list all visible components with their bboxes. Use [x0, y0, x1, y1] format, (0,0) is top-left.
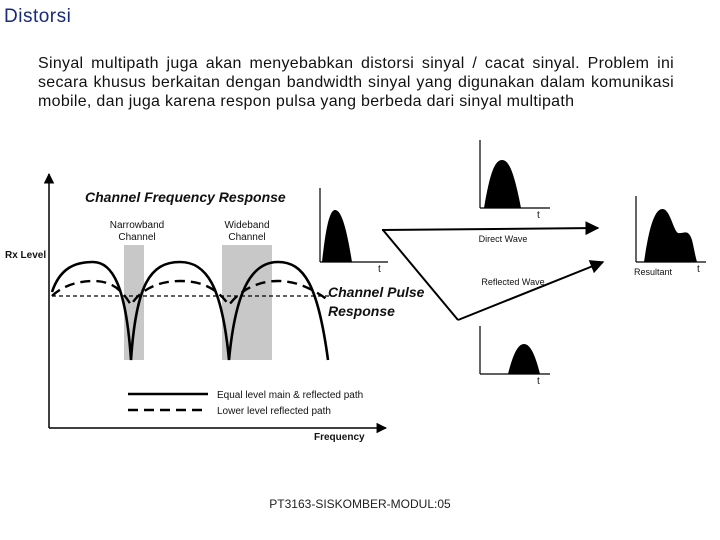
input-pulse-t-label: t: [378, 264, 381, 275]
narrowband-channel-band: [124, 245, 144, 360]
pulse-response-title-line1: Channel Pulse: [328, 284, 425, 300]
slide-title: Distorsi: [4, 6, 72, 27]
reflected-wave-label: Reflected Wave: [481, 277, 545, 287]
input-pulse: [322, 210, 352, 262]
narrowband-label-line2: Channel: [118, 232, 156, 243]
resultant-label: Resultant: [634, 267, 673, 277]
direct-wave-path: [382, 228, 598, 230]
equal-level-response-curve: [52, 262, 328, 360]
wideband-label-line1: Wideband: [224, 220, 270, 231]
reflected-pulse: [508, 344, 540, 374]
direct-wave-label: Direct Wave: [478, 234, 528, 244]
narrowband-label-line1: Narrowband: [109, 220, 165, 231]
slide-body-text: Sinyal multipath juga akan menyebabkan distorsi sinyal / cacat sinyal. Problem ini secara khusus berkaitan dengan bandwidth sinyal yang digunakan dalam komunikasi mobile, dan juga karena respon pulsa yang berbeda dari sinyal multipath: [38, 55, 674, 110]
legend-solid-label: Equal level main & reflected path: [217, 390, 364, 401]
wideband-label-line2: Channel: [228, 232, 266, 243]
reflected-wave-path-up: [458, 262, 603, 320]
legend-dashed-label: Lower level reflected path: [217, 406, 331, 417]
resultant-pulse-t-label: t: [697, 264, 700, 275]
direct-pulse-t-label: t: [537, 210, 540, 221]
slide-footer: PT3163-SISKOMBER-MODUL:05: [269, 497, 451, 511]
direct-pulse: [484, 160, 521, 208]
frequency-response-title: Channel Frequency Response: [85, 189, 286, 205]
reflected-pulse-t-label: t: [537, 376, 540, 387]
x-axis-label: Frequency: [314, 432, 365, 443]
lower-level-response-curve: [52, 281, 328, 305]
resultant-pulse: [644, 209, 697, 262]
pulse-response-title-line2: Response: [328, 303, 395, 319]
y-axis-label: Rx Level: [5, 250, 47, 261]
